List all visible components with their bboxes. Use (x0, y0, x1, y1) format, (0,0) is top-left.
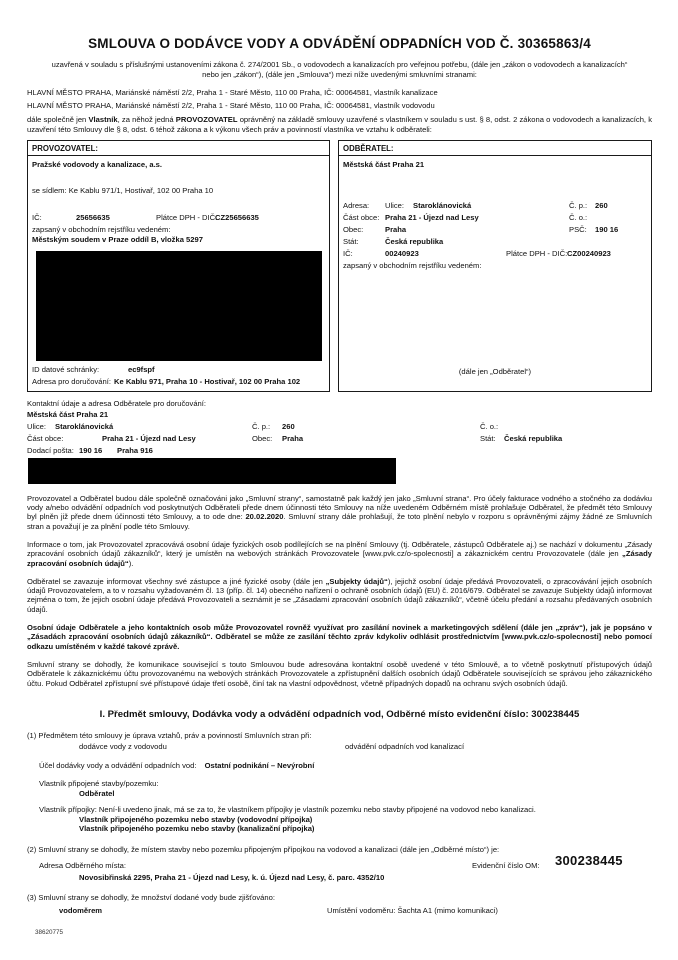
dph-label: Plátce DPH - DIČ: (156, 212, 218, 222)
vlastnik-bold-2: PROVOZOVATEL (175, 115, 238, 124)
customer-adresa-row (339, 201, 651, 213)
pripojka-note: Vlastník přípojky: Není-li uvedeno jinak, má se za to, že vlastníkem přípojky je vlastník pozemku nebo stavby připojené na vodovod nebo kanalizaci. (39, 805, 536, 815)
contact-row-castobce (27, 433, 652, 445)
vlastnik-paragraph (27, 115, 652, 135)
vlastnik-text-1: dále společně jen (27, 115, 89, 124)
vlastnik-bold-1: Vlastník (88, 115, 118, 124)
redacted-block (36, 251, 322, 361)
cp-label: Č. p.: (252, 421, 271, 431)
clause-1-items (27, 742, 652, 754)
provider-ic-row (28, 213, 329, 225)
adresa-label: Adresa: (343, 201, 370, 211)
section-1-heading: I. Předmět smlouvy, Dodávka vody a odvádění odpadních vod, Odběrné místo evidenční číslo: 300238445 (99, 708, 580, 720)
cast-obce-value: Praha 21 - Újezd nad Lesy (102, 433, 196, 443)
p1-text-1: Provozovatel a Odběratel budou dále společně označováni jako „Smluvní strany“, samostatně pak každý jen jako „Smluvní strana“. Pro účely fakturace vodného a stočného za dodávku vody a/nebo odvádění odpadních vod poskytnutých Odběrateli přede dnem účinnosti této Smlouvy na níže uvedeném Odběrném místě prohlašuje Odběratel, že předmět této Smlouvy byl plněn již přede dnem účinnosti této Smlouvy, a to ode dne: (27, 493, 652, 522)
clause-1-intro: (1) Předmětem této smlouvy je úprava vztahů, práv a povinností Smluvních stran při: (27, 730, 312, 740)
stat-label: Stát: (480, 433, 496, 443)
dodaci-posta-label: Dodací pošta: (27, 445, 74, 455)
dodaci-city-value: Praha 916 (117, 445, 153, 455)
customer-dale-jen: (dále jen „Odběratel“) (458, 366, 532, 376)
purpose-value: Ostatní podnikání – Nevýrobní (204, 761, 315, 771)
customer-rejstrik: zapsaný v obchodním rejstříku vedeném: (343, 261, 482, 271)
owner-line-2: HLAVNÍ MĚSTO PRAHA, Mariánské náměstí 2/2, Praha 1 - Staré Město, 110 00 Praha, IČ: 00064581, vlastník vodovodu (27, 101, 435, 110)
ic-label: IČ: (343, 249, 353, 259)
customer-ic-row (339, 249, 651, 261)
customer-name: Městská část Praha 21 (343, 160, 425, 170)
p1-date: 20.02.2020 (245, 512, 284, 522)
psc-value: 190 16 (595, 225, 619, 235)
p2-bold: „Zásady zpracování osobních údajů“ (27, 549, 652, 568)
obec-value: Praha (385, 225, 407, 235)
obec-label: Obec: (252, 433, 273, 443)
cp-value: 260 (282, 421, 295, 431)
form-number: 38620775 (35, 929, 64, 936)
provider-sidlo: se sídlem: Ke Kablu 971/1, Hostivař, 102 00 Praha 10 (32, 186, 214, 196)
customer-header: ODBĚRATEL: (339, 141, 651, 157)
vlastnik-text-3: oprávněný na základě smlouvy uzavřené s vlastníkem v souladu s ust. § 8, odst. 2 zákona o vodovodech a kanalizacích, k uzavření této Smlouvy dle § 8, odst. 6 téhož zákona a k výkonu všech práv a povinností vlastníka ve vztahu k odběrateli: (27, 115, 653, 134)
p3-text-1: Odběratel se zavazuje informovat všechny své zástupce a jiné fyzické osoby (dále jen (27, 576, 326, 586)
p2-text-2: ). (128, 558, 134, 568)
p3-text-2: ), jejichž osobní údaje předává Provozovateli, o zpracovávání jejich osobních údajů Provozovatelem, a to v rozsahu vyžadovaném čl. 13 (příp. čl. 14) obecného nařízení o ochraně osobních údajů (EU) č. 2016/679. Odběratel se zavazuje Subjekty údajů informovat zejména o tom, že jejich osobní údaje předává Provozovateli a seznámit je se „Zásadami zpracování osobních údajů zákazníků“, včetně účelu předání a rozsahu předávaných osobních údajů. (27, 576, 652, 614)
ulice-label: Ulice: (385, 201, 404, 211)
provider-rejstrik: zapsaný v obchodním rejstříku vedeném: (32, 224, 171, 234)
contact-name: Městská část Praha 21 (27, 410, 109, 420)
p2-text-1: Informace o tom, jak Provozovatel zpracovává osobní údaje fyzických osob podílejících se na plnění Smlouvy (tj. Odběratele, zástupců Odběratele aj.) se nachází v dokumentu „Zásady zpracování osobních údajů zákazníků“, který je umístěn na webových stránkách Provozovatele [www.pvk.cz/o-spolecnosti] a zákaznickém centru Provozovatele (dále jen (27, 539, 652, 559)
provider-box (27, 140, 330, 392)
dic-value: CZ00240923 (567, 249, 611, 259)
psc-label: PSČ: (569, 225, 587, 235)
clause-1 (27, 731, 652, 834)
datova-schranka-label: ID datové schránky: (32, 364, 100, 374)
clause-3-row (27, 906, 652, 918)
contact-title: Kontaktní údaje a adresa Odběratele pro doručování: (27, 398, 206, 408)
redacted-bar (28, 458, 396, 484)
p1-text-2: . Smluvní strany dále prohlašují, že toto plnění nebylo v rozporu s oprávněnými zájmy žádné ze Smluvních stran a považují je za plnění podle této Smlouvy. (27, 512, 652, 531)
paragraph-smluvni-strany (27, 494, 652, 531)
vlastnik-text-2: , za něhož jedná (117, 115, 176, 124)
stat-label: Stát: (343, 237, 359, 247)
datova-schranka-value: ec9fspf (128, 364, 155, 374)
paragraph-informace (27, 540, 652, 568)
water-meter-method: vodoměrem (59, 905, 103, 915)
om-number-value: 300238445 (555, 852, 623, 868)
co-label: Č. o.: (569, 213, 588, 223)
paragraph-komunikace: Smluvní strany se dohodly, že komunikace související s touto Smlouvou bude adresována kontaktní osobě uvedené v této Smlouvě, a to včetně poskytnutí přístupových údajů Odběratele k zákaznickému účtu provozovanému na webových stránkách Provozovatele a zpřístupnění dalších osobních údajů Odběratele souvisejících se správou jeho zákaznického účtu. Pokud Odběratel zpřístupní své přístupové údaje třetí osobě, činí tak na vlastní odpovědnost, včetně případných dopadů na ochranu svých osobních údajů. (27, 659, 652, 688)
contact-row-ulice (27, 421, 652, 433)
customer-castobce-row (339, 213, 651, 225)
contact-row-dodaci (27, 445, 652, 457)
ulice-value: Staroklánovická (413, 201, 472, 211)
cp-label: Č. p.: (569, 201, 588, 211)
dic-value: CZ25656635 (215, 212, 259, 222)
obec-value: Praha (282, 433, 304, 443)
cast-obce-label: Část obce: (343, 213, 380, 223)
dodaci-psc-value: 190 16 (79, 445, 103, 455)
provider-header: PROVOZOVATEL: (28, 141, 329, 157)
stat-value: Česká republika (385, 237, 444, 247)
dorucovani-value: Ke Kablu 971, Praha 10 - Hostivař, 102 00 Praha 102 (114, 376, 301, 386)
dorucovani-label: Adresa pro doručování: (32, 376, 111, 386)
cast-obce-label: Část obce: (27, 433, 64, 443)
om-number-label: Evidenční číslo OM: (472, 860, 540, 870)
stat-value: Česká republika (504, 433, 563, 443)
cast-obce-value: Praha 21 - Újezd nad Lesy (385, 213, 479, 223)
obec-label: Obec: (343, 225, 364, 235)
om-address-label: Adresa Odběrného místa: (39, 860, 126, 870)
owner-line-1: HLAVNÍ MĚSTO PRAHA, Mariánské náměstí 2/2, Praha 1 - Staré Město, 110 00 Praha, IČ: 00064581, vlastník kanalizace (27, 88, 438, 97)
owner-value: Odběratel (79, 788, 115, 798)
dph-label: Plátce DPH - DIČ: (506, 249, 568, 259)
water-meter-location: Umístění vodoměru: Šachta A1 (mimo komunikaci) (327, 905, 498, 915)
provider-soud: Městským soudem v Praze oddíl B, vložka 5297 (32, 234, 203, 244)
p3-bold: „Subjekty údajů“ (325, 576, 388, 586)
party-boxes (27, 140, 652, 392)
intro-paragraph (27, 60, 652, 80)
customer-obec-row (339, 225, 651, 237)
paragraph-subjekty (27, 577, 652, 614)
contact-block (27, 398, 652, 484)
ulice-value: Staroklánovická (55, 421, 114, 431)
provider-id-row (28, 365, 329, 377)
co-label: Č. o.: (480, 421, 499, 431)
customer-stat-row (339, 237, 651, 249)
paragraph-marketing: Osobní údaje Odběratele a jeho kontaktních osob může Provozovatel rovněž využívat pro zasílání novinek a marketingových sdělení (dále jen „zpráv“), jak je popsáno v „Zásadách zpracování osobních údajů zákazníků“. Odběratel se může ze zasílání těchto zpráv kdykoliv odhlásit prostřednictvím [www.pvk.cz/o-spolecnosti] nebo pomocí odkazu umístěném v každé takové zprávě. (27, 623, 652, 651)
ic-value: 00240923 (385, 249, 419, 259)
cp-value: 260 (595, 201, 608, 211)
pripojka-item-vodovodni: Vlastník připojeného pozemku nebo stavby (vodovodní přípojka) (79, 814, 313, 824)
item-odvadeni-vod: odvádění odpadních vod kanalizací (345, 742, 465, 752)
ic-value: 25656635 (76, 212, 110, 222)
intro-line-1: uzavřená v souladu s příslušnými ustanoveními zákona č. 274/2001 Sb., o vodovodech a kanalizacích pro veřejnou potřebu, (dále jen „zákon o vodovodech a kanalizacích“ (51, 60, 628, 69)
clause-2-text: (2) Smluvní strany se dohodly, že místem stavby nebo pozemku připojeným přípojkou na vodovod a kanalizaci (dále jen „Odběrné místo“) je: (27, 844, 500, 854)
clause-1-purpose (39, 761, 652, 771)
owner-lines (27, 86, 652, 112)
clause-2-om-row (27, 852, 652, 873)
pripojka-item-kanalizacni: Vlastník připojeného pozemku nebo stavby (kanalizační přípojka) (79, 824, 315, 834)
item-dodavka-vody: dodávce vody z vodovodu (79, 742, 167, 752)
clause-3-text: (3) Smluvní strany se dohodly, že množství dodané vody bude zjišťováno: (27, 893, 275, 903)
clause-3 (27, 893, 652, 918)
intro-line-2: nebo jen „zákon“), (dále jen „Smlouva“) mezi níže uvedenými smluvními stranami: (202, 70, 477, 79)
customer-box (338, 140, 652, 392)
document-title: SMLOUVA O DODÁVCE VODY A ODVÁDĚNÍ ODPADNÍCH VOD Č. 30365863/4 (88, 36, 591, 51)
purpose-label: Účel dodávky vody a odvádění odpadních vod: (39, 761, 197, 771)
provider-name: Pražské vodovody a kanalizace, a.s. (32, 160, 163, 170)
owner-label: Vlastník připojené stavby/pozemku: (39, 779, 159, 789)
om-address-value: Novosibřinská 2295, Praha 21 - Újezd nad Lesy, k. ú. Újezd nad Lesy, č. parc. 4352/10 (79, 872, 385, 882)
ulice-label: Ulice: (27, 421, 46, 431)
clause-2 (27, 845, 652, 882)
provider-dorucovani-row (28, 377, 329, 389)
ic-label: IČ: (32, 212, 42, 222)
